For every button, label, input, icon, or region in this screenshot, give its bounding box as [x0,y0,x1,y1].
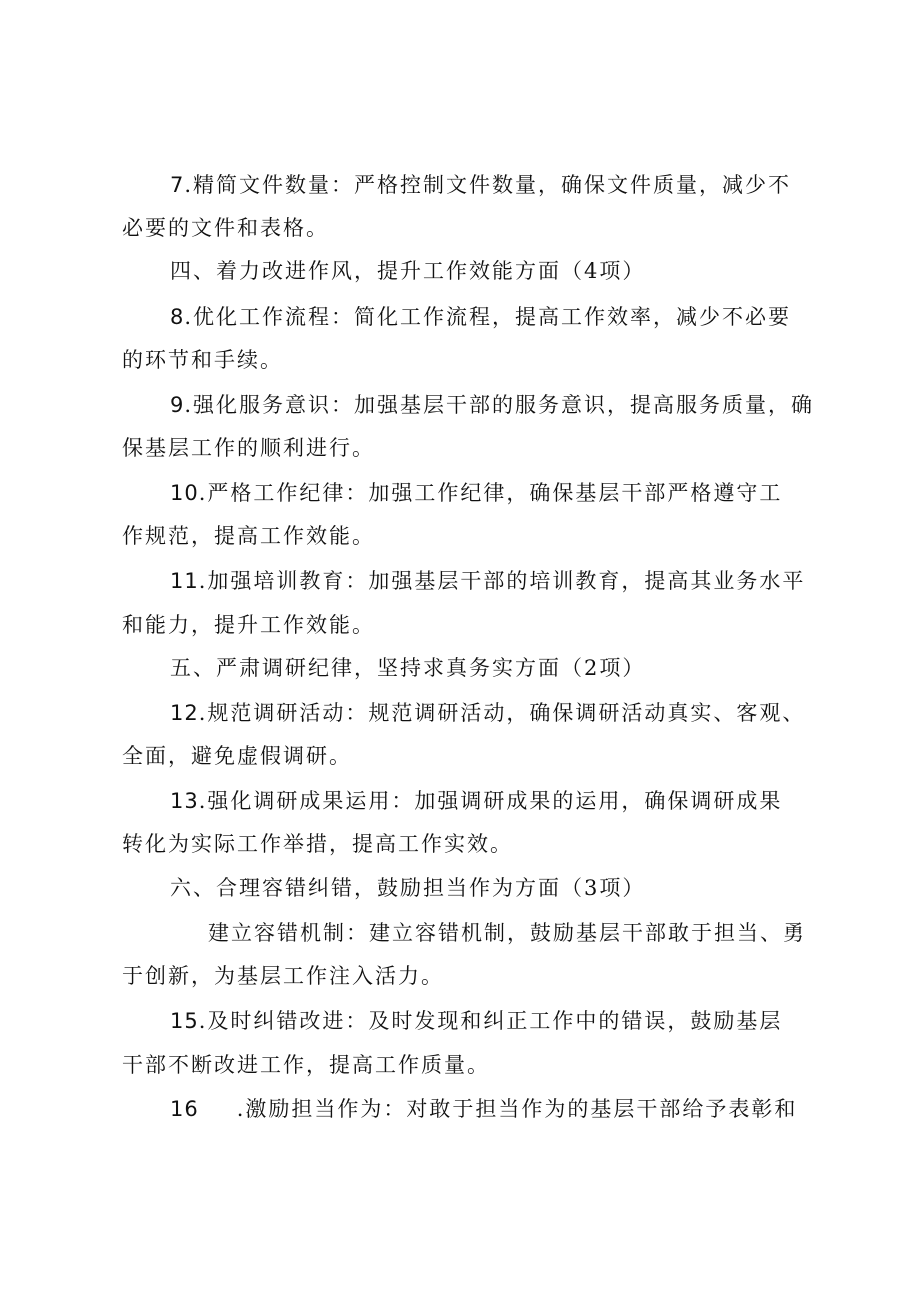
item-text: 作规范，提高工作效能。 [122,524,375,548]
item-14-line-1 [208,918,806,948]
item-text: 干部不断改进工作，提高工作质量。 [122,1053,490,1077]
item-15-line-1 [170,1006,782,1036]
item-text: .激励担当作为：对敢于担当作为的基层干部给予表彰和 [236,1097,798,1121]
item-10-line-1 [170,478,782,508]
item-16-line-1 [170,1094,797,1124]
item-number: 10 [170,481,199,505]
item-text: 建立容错机制：建立容错机制，鼓励基层干部敢于担当、勇 [208,921,806,945]
item-number: 16 [170,1097,199,1121]
item-12-line-2 [122,741,352,771]
item-text: 必要的文件和表格。 [122,216,329,240]
item-number: 15 [170,1009,199,1033]
item-number: 7 [170,173,185,197]
item-text: .严格工作纪律：加强工作纪律，确保基层干部严格遵守工 [198,481,783,505]
item-13-line-2 [122,829,513,859]
item-number: 11 [170,569,199,593]
item-number: 12 [170,701,199,725]
item-13-line-1 [170,786,782,816]
item-7-line-2 [122,213,329,243]
item-number: 9 [170,393,185,417]
item-10-line-2 [122,521,375,551]
section-heading-5 [170,653,645,683]
item-number: 13 [170,789,199,813]
item-7-line-1 [170,170,791,200]
item-text: 全面，避免虚假调研。 [122,744,352,768]
item-text: .及时纠错改进：及时发现和纠正工作中的错误，鼓励基层 [198,1009,783,1033]
heading-text: 四、着力改进作风，提升工作效能方面（4项） [170,259,646,283]
item-8-line-2 [122,345,283,375]
item-11-line-2 [122,610,375,640]
section-heading-6 [170,873,645,903]
item-text: 保基层工作的顺利进行。 [122,436,375,460]
item-12-line-1 [170,698,805,728]
item-text: .强化服务意识：加强基层干部的服务意识，提高服务质量，确 [184,393,815,417]
item-14-line-2 [122,961,444,991]
item-text: 于创新，为基层工作注入活力。 [122,964,444,988]
item-text: 和能力，提升工作效能。 [122,613,375,637]
item-text: .规范调研活动：规范调研活动，确保调研活动真实、客观、 [198,701,806,725]
item-text: .优化工作流程：简化工作流程，提高工作效率，减少不必要 [184,305,792,329]
item-text: .加强培训教育：加强基层干部的培训教育，提高其业务水平 [198,569,806,593]
item-number: 8 [170,305,185,329]
item-text: 转化为实际工作举措，提高工作实效。 [122,832,513,856]
item-text: 的环节和手续。 [122,348,283,372]
item-9-line-1 [170,390,814,420]
heading-text: 六、合理容错纠错，鼓励担当作为方面（3项） [170,876,646,900]
item-8-line-1 [170,302,791,332]
item-text: .精简文件数量：严格控制文件数量，确保文件质量，减少不 [184,173,792,197]
item-11-line-1 [170,566,805,596]
section-heading-4 [170,256,645,286]
heading-text: 五、严肃调研纪律，坚持求真务实方面（2项） [170,656,646,680]
item-text: .强化调研成果运用：加强调研成果的运用，确保调研成果 [198,789,783,813]
item-15-line-2 [122,1050,490,1080]
item-9-line-2 [122,433,375,463]
